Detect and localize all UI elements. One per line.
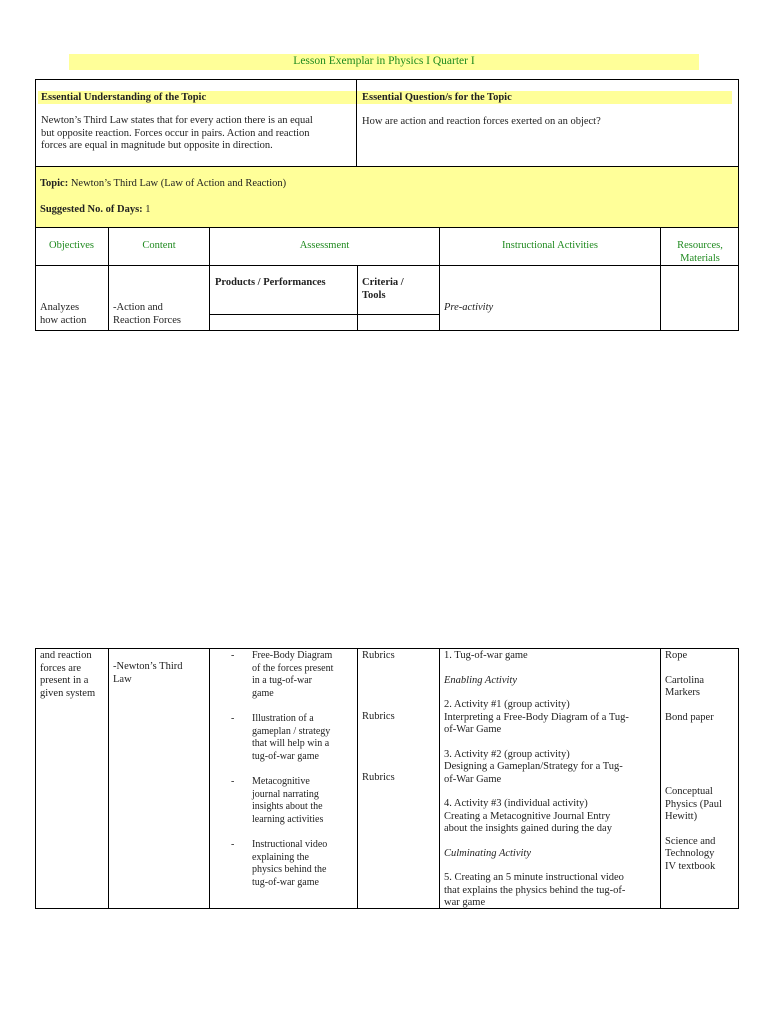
topic-label: Topic:: [40, 178, 69, 189]
activity-2-line: Interpreting a Free-Body Diagram of a Tug-: [444, 711, 629, 723]
activity-2-line: of-War Game: [444, 724, 502, 735]
days-label: Suggested No. of Days:: [40, 204, 143, 215]
objective-line: and reaction: [40, 650, 92, 661]
col-header-resources: [661, 240, 739, 265]
border: [35, 648, 739, 649]
col-header-activities: Instructional Activities: [502, 240, 598, 251]
culminating-activity-label: Culminating Activity: [444, 847, 532, 859]
eq-text: How are action and reaction forces exerted on an object?: [362, 116, 601, 127]
objective-line: forces are: [40, 662, 82, 674]
product-dash: -: [231, 839, 235, 850]
activity-5-line: war game: [444, 897, 486, 908]
product-dash: -: [231, 713, 235, 724]
enabling-activity-label: Enabling Activity: [444, 674, 517, 686]
resource-line: Cartolina: [665, 674, 705, 686]
resource-line: IV textbook: [665, 860, 716, 872]
content-cell: [113, 302, 181, 327]
resources-header-line: Materials: [680, 252, 720, 264]
eq-header: Essential Question/s for the Topic: [362, 92, 512, 103]
product-line: learning activities: [252, 813, 324, 825]
border: [35, 227, 739, 228]
product-line: Free-Body Diagram: [252, 650, 333, 661]
product-line: Illustration of a: [252, 713, 314, 724]
products-header: Products / Performances: [215, 277, 326, 288]
activity-4-line: 4. Activity #3 (individual activity): [444, 798, 588, 809]
activity-4-line: about the insights gained during the day: [444, 823, 612, 834]
resource-line: Hewitt): [665, 811, 698, 822]
days-value: 1: [142, 204, 151, 215]
col-header-assessment: Assessment: [299, 240, 350, 251]
content-cell: [113, 661, 183, 686]
activity-3-line: of-War Game: [444, 773, 502, 785]
objective-cell: [40, 302, 86, 327]
border: [209, 648, 210, 909]
product-line: explaining the: [252, 851, 309, 863]
resource-line: Physics (Paul: [665, 798, 722, 810]
topic-row: [40, 178, 286, 191]
criteria-item: Rubrics: [362, 772, 395, 783]
resource-line: Technology: [665, 848, 715, 859]
pre-activity-label: Pre-activity: [444, 302, 494, 313]
days-row: [40, 204, 151, 217]
product-line: tug-of-war game: [252, 876, 319, 888]
criteria-header-line: Tools: [362, 289, 386, 301]
border: [35, 265, 739, 266]
border: [660, 648, 661, 909]
border: [738, 79, 739, 331]
products-list: [231, 650, 355, 900]
objective-line: how action: [40, 314, 87, 326]
objective-line: given system: [40, 687, 96, 699]
border: [356, 79, 357, 167]
border: [35, 79, 36, 331]
eu-header: Essential Understanding of the Topic: [41, 92, 207, 103]
border: [439, 648, 440, 909]
product-line: insights about the: [252, 801, 323, 812]
activity-4-line: Creating a Metacognitive Journal Entry: [444, 810, 611, 822]
content-line: -Action and: [113, 302, 163, 313]
border: [35, 330, 739, 331]
activity-3-line: 3. Activity #2 (group activity): [444, 748, 570, 760]
product-line: gameplan / strategy: [252, 725, 331, 737]
activity-3-line: Designing a Gameplan/Strategy for a Tug-: [444, 761, 623, 772]
topic-value: Newton’s Third Law (Law of Action and Reaction): [68, 178, 287, 189]
activity-5-line: 5. Creating an 5 minute instructional video: [444, 872, 624, 883]
activities-cell: [444, 650, 658, 910]
eu-line: but opposite reaction. Forces occur in pairs. Action and reaction: [41, 127, 310, 139]
objective-line: Analyzes: [40, 302, 80, 313]
criteria-header-line: Criteria /: [362, 277, 404, 288]
border: [209, 314, 439, 315]
topic-band: [36, 167, 738, 227]
top-table: [35, 79, 739, 331]
resources-header-line: Resources,: [677, 240, 723, 251]
product-line: of the forces present: [252, 662, 334, 674]
content-line: -Newton’s Third: [113, 661, 183, 672]
border: [738, 648, 739, 909]
product-text: [252, 839, 342, 889]
criteria-item: Rubrics: [362, 711, 395, 722]
activity-1: 1. Tug-of-war game: [444, 650, 528, 661]
product-line: tug-of-war game: [252, 750, 319, 762]
product-dash: -: [231, 650, 235, 661]
border: [108, 648, 109, 909]
border: [35, 166, 739, 167]
resource-item: Rope: [665, 650, 688, 661]
col-header-objectives: Objectives: [49, 240, 94, 251]
objective-line: present in a: [40, 675, 89, 686]
border: [35, 648, 36, 909]
eu-line: Newton’s Third Law states that for every action there is an equal: [41, 115, 313, 126]
content-line: Law: [113, 673, 132, 685]
objective-cell: [40, 650, 95, 700]
eu-text: [41, 115, 353, 153]
resource-line: Markers: [665, 687, 700, 698]
product-dash: -: [231, 776, 235, 787]
criteria-item: Rubrics: [362, 650, 395, 661]
criteria-header: [362, 277, 404, 302]
eu-line: forces are equal in magnitude but opposite in direction.: [41, 140, 273, 151]
border: [35, 79, 739, 80]
product-line: journal narrating: [252, 788, 319, 800]
product-line: game: [252, 687, 274, 699]
border: [357, 265, 358, 331]
activity-2-line: 2. Activity #1 (group activity): [444, 699, 570, 710]
product-text: [252, 776, 342, 826]
bottom-table: [35, 648, 739, 909]
border: [357, 648, 358, 909]
product-line: Metacognitive: [252, 776, 310, 787]
product-line: that will help win a: [252, 738, 330, 749]
product-line: Instructional video: [252, 839, 328, 850]
activity-5-line: that explains the physics behind the tug-of-: [444, 884, 626, 896]
resources-cell: [665, 650, 737, 873]
page-title: Lesson Exemplar in Physics I Quarter I: [293, 55, 475, 67]
resource-line: Science and: [665, 835, 716, 847]
resource-line: Conceptual: [665, 786, 713, 797]
col-header-content: Content: [142, 240, 176, 251]
product-line: in a tug-of-war: [252, 675, 312, 686]
product-text: [252, 713, 342, 763]
resource-item: Bond paper: [665, 711, 714, 723]
product-line: physics behind the: [252, 864, 327, 875]
product-text: [252, 650, 342, 700]
content-line: Reaction Forces: [113, 314, 181, 326]
